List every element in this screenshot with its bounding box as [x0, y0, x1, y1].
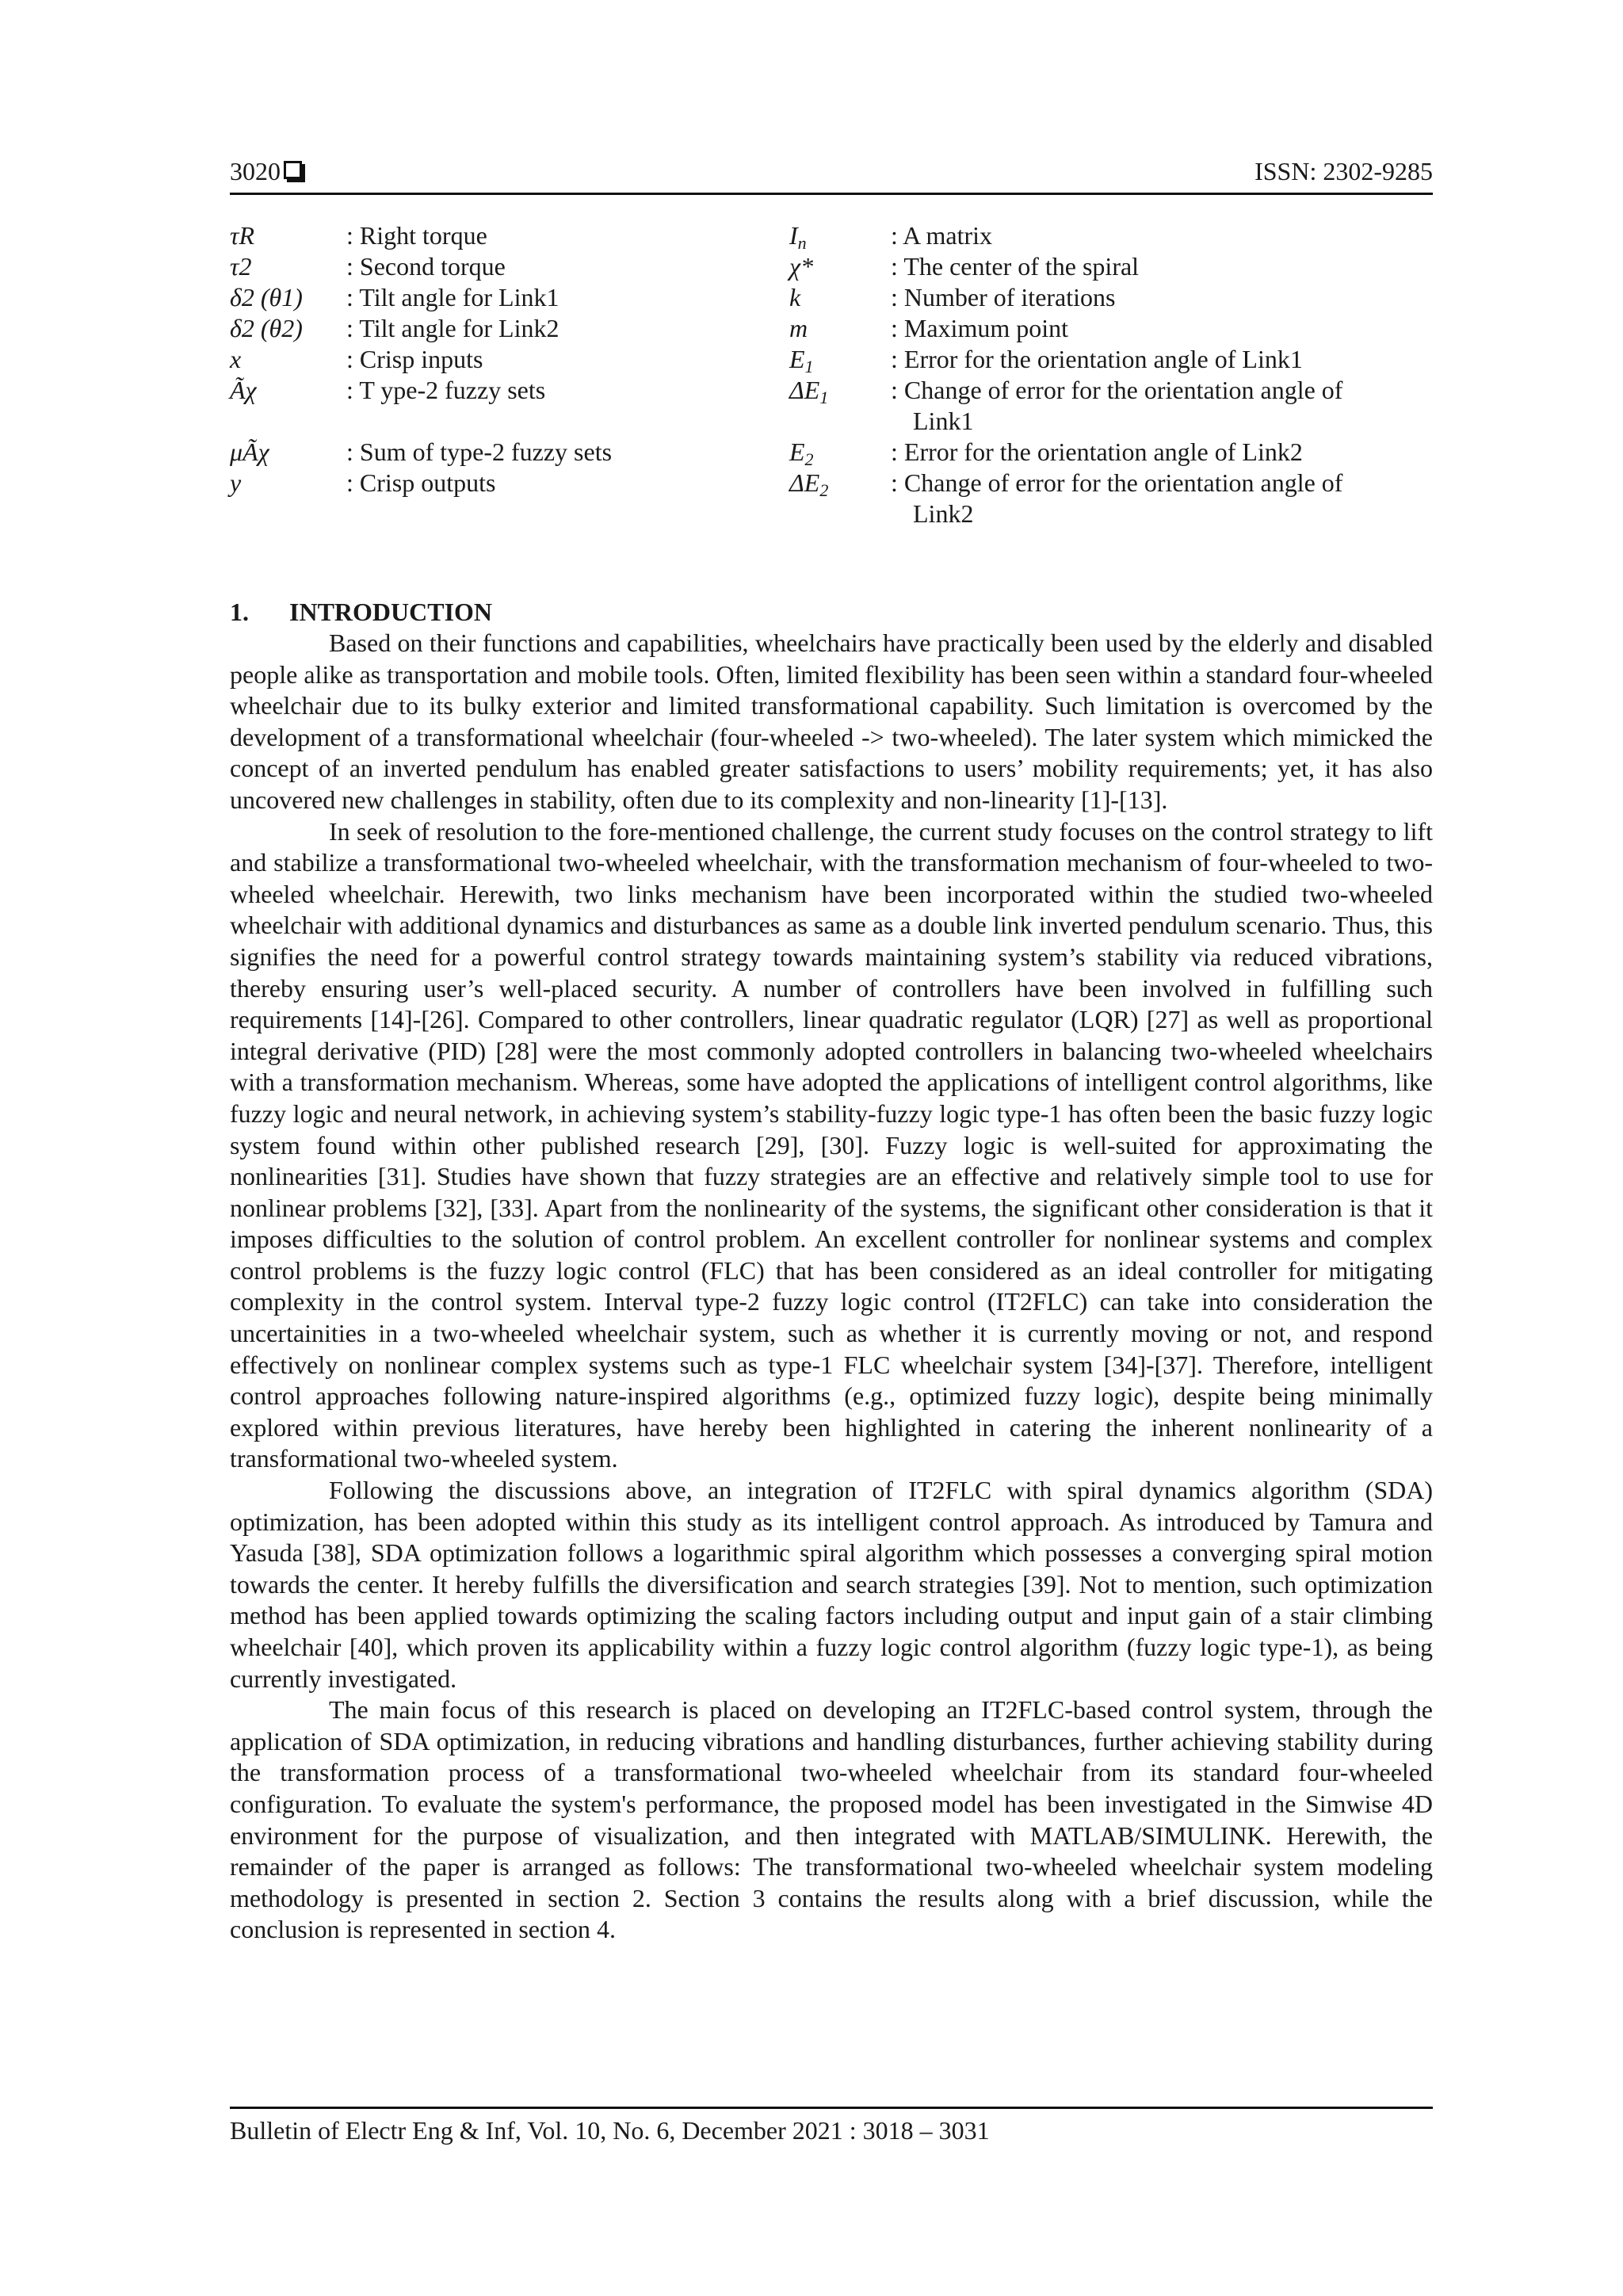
nomenclature-row	[230, 344, 785, 375]
symbol-subscript: 2	[819, 480, 829, 500]
paragraph: The main focus of this research is placed on developing an IT2FLC-based control system, through the application of SDA optimization, in reducing vibrations and handling disturbances, further achieving stability during the transformation process of a transformational two-wheeled wheelchair from its standard four-wheeled configuration. To evaluate the system's performance, the proposed model has been investigated in the Simwise 4D environment for the purpose of visualization, and then integrated with MATLAB/SIMULINK. Herewith, the remainder of the paper is arranged as follows: The transformational two-wheeled wheelchair system modeling methodology is presented in section 2. Section 3 contains the results along with a brief discussion, while the conclusion is represented in section 4.	[230, 1695, 1433, 1944]
section-number: 1.	[230, 598, 249, 626]
footer-citation: Bulletin of Electr Eng & Inf, Vol. 10, No. 6, December 2021 : 3018 – 3031	[230, 2116, 990, 2145]
nomenclature-definition: : Number of iterations	[891, 283, 1116, 311]
nomenclature-row	[789, 375, 1433, 437]
nomenclature-row	[230, 375, 785, 437]
definition-continuation: Link2	[913, 499, 974, 528]
page-header	[230, 155, 1433, 195]
nomenclature-definition: : The center of the spiral	[891, 252, 1140, 281]
nomenclature-symbol	[789, 220, 891, 251]
nomenclature-symbol: δ2 (θ1)	[230, 283, 303, 311]
nomenclature-row	[789, 344, 1433, 375]
paragraph: Following the discussions above, an integration of IT2FLC with spiral dynamics algorithm (SDA) optimization, has been adopted within this study as its intelligent control approach. As introduced by Tamura and Yasuda [38], SDA optimization follows a logarithmic spiral algorithm which possesses a converging spiral motion towards the center. It hereby fulfills the diversification and search strategies [39]. Not to mention, such optimization method has been applied towards optimizing the scaling factors including output and input gain of a stair climbing wheelchair [40], which proven its applicability within a fuzzy logic control algorithm (fuzzy logic type-1), as being currently investigated.	[230, 1476, 1433, 1693]
symbol-base: ΔE	[789, 468, 820, 497]
paragraph: Based on their functions and capabilities, wheelchairs have practically been used by the elderly and disabled people alike as transportation and mobile tools. Often, limited flexibility has been seen within a standard four-wheeled wheelchair due to its bulky exterior and limited transformational capability. Such limitation is overcomed by the development of a transformational wheelchair (four-wheeled -> two-wheeled). The later system which mimicked the concept of an inverted pendulum has enabled greater satisfactions to users’ mobility requirements; yet, it has also uncovered new challenges in stability, often due to its complexity and non-linearity [1]-[13].	[230, 628, 1433, 814]
nomenclature-symbol	[789, 375, 891, 406]
page-number	[230, 155, 302, 187]
nomenclature-symbol: x	[230, 345, 242, 373]
nomenclature-symbol: m	[789, 314, 808, 342]
nomenclature-row	[230, 282, 785, 313]
nomenclature-row	[789, 468, 1433, 529]
nomenclature-symbol: μÃχ	[230, 437, 269, 466]
definition-continuation: Link1	[913, 407, 974, 435]
nomenclature-definition: : Right torque	[346, 221, 487, 250]
box-icon	[284, 161, 302, 179]
nomenclature-row	[789, 437, 1433, 468]
header-rule	[230, 193, 1433, 195]
symbol-base: E	[789, 437, 805, 466]
nomenclature-symbol: δ2 (θ2)	[230, 314, 303, 342]
nomenclature-symbol: τ2	[230, 252, 252, 281]
nomenclature-symbol	[789, 468, 891, 499]
paper-page	[230, 0, 1433, 2296]
nomenclature-row	[789, 282, 1433, 313]
nomenclature-definition: : T ype-2 fuzzy sets	[346, 376, 546, 404]
nomenclature-definition: : Tilt angle for Link2	[346, 314, 559, 342]
page-number-text: 3020	[230, 157, 281, 185]
symbol-subscript: 1	[819, 388, 829, 407]
body-text	[230, 628, 1433, 1946]
nomenclature-row	[230, 251, 785, 282]
nomenclature-row	[789, 251, 1433, 282]
nomenclature-definition: : Error for the orientation angle of Link2	[891, 437, 1303, 466]
symbol-base: E	[789, 345, 805, 373]
symbol-subscript: 2	[804, 449, 814, 469]
nomenclature-definition: : Crisp inputs	[346, 345, 483, 373]
nomenclature-definition	[891, 468, 1433, 529]
nomenclature-row	[230, 437, 785, 468]
nomenclature-left-column	[230, 220, 785, 499]
nomenclature-definition: : Maximum point	[891, 314, 1068, 342]
nomenclature-symbol: τR	[230, 221, 254, 250]
nomenclature-right-column	[789, 220, 1433, 529]
nomenclature-row	[230, 468, 785, 499]
symbol-subscript: 1	[804, 357, 814, 376]
symbol-base: I	[789, 221, 798, 250]
nomenclature-row	[230, 313, 785, 344]
nomenclature-definition: : Crisp outputs	[346, 468, 496, 497]
nomenclature-definition	[891, 375, 1433, 437]
definition-text: : Change of error for the orientation angle of	[891, 376, 1343, 404]
nomenclature-definition: : A matrix	[891, 221, 992, 250]
nomenclature-symbol: y	[230, 468, 242, 497]
nomenclature-definition: : Error for the orientation angle of Link1	[891, 345, 1303, 373]
nomenclature-definition: : Second torque	[346, 252, 506, 281]
nomenclature-symbol: χ*	[789, 252, 814, 281]
symbol-subscript: n	[797, 233, 807, 253]
nomenclature-symbol	[789, 344, 891, 375]
section-title: INTRODUCTION	[289, 598, 493, 626]
section-heading	[230, 596, 492, 628]
nomenclature-symbol	[789, 437, 891, 468]
footer-rule	[230, 2107, 1433, 2109]
nomenclature-symbol: k	[789, 283, 801, 311]
nomenclature-row	[230, 220, 785, 251]
symbol-base: ΔE	[789, 376, 820, 404]
nomenclature-definition: : Sum of type-2 fuzzy sets	[346, 437, 613, 466]
nomenclature-symbol: Ãχ	[230, 376, 257, 404]
nomenclature-definition: : Tilt angle for Link1	[346, 283, 559, 311]
issn: ISSN: 2302-9285	[1254, 157, 1433, 185]
definition-text: : Change of error for the orientation angle of	[891, 468, 1343, 497]
nomenclature-row	[789, 313, 1433, 344]
paragraph: In seek of resolution to the fore-mentioned challenge, the current study focuses on the control strategy to lift and stabilize a transformational two-wheeled wheelchair, with the transformation mechanism of four-wheeled to two-wheeled wheelchair. Herewith, two links mechanism have been incorporated within the studied two-wheeled wheelchair with additional dynamics and disturbances as same as a double link inverted pendulum scenario. Thus, this signifies the need for a powerful control strategy towards maintaining system’s stability via reduced vibrations, thereby ensuring user’s well-placed security. A number of controllers have been involved in fulfilling such requirements [14]-[26]. Compared to other controllers, linear quadratic regulator (LQR) [27] as well as proportional integral derivative (PID) [28] were the most commonly adopted controllers in balancing two-wheeled wheelchairs with a transformation mechanism. Whereas, some have adopted the applications of intelligent control algorithms, like fuzzy logic and neural network, in achieving system’s stability-fuzzy logic type-1 has often been the basic fuzzy logic system found within other published research [29], [30]. Fuzzy logic is well-suited for approximating the nonlinearities [31]. Studies have shown that fuzzy strategies are an effective and relatively simple tool to use for nonlinear problems [32], [33]. Apart from the nonlinearity of the systems, the significant other consideration is that it imposes difficulties to the solution of control problem. An excellent controller for nonlinear systems and complex control problems is the fuzzy logic control (FLC) that has been considered as an ideal controller for mitigating complexity in the control system. Interval type-2 fuzzy logic control (IT2FLC) can take into consideration the uncertainities in a two-wheeled wheelchair system, such as whether it is currently moving or not, and respond effectively on nonlinear complex systems such as type-1 FLC wheelchair system [34]-[37]. Therefore, intelligent control approaches following nature-inspired algorithms (e.g., optimized fuzzy logic), despite being minimally explored within previous literatures, have hereby been highlighted in catering the inherent nonlinearity of a transformational two-wheeled system.	[230, 816, 1433, 1473]
nomenclature-row	[789, 220, 1433, 251]
